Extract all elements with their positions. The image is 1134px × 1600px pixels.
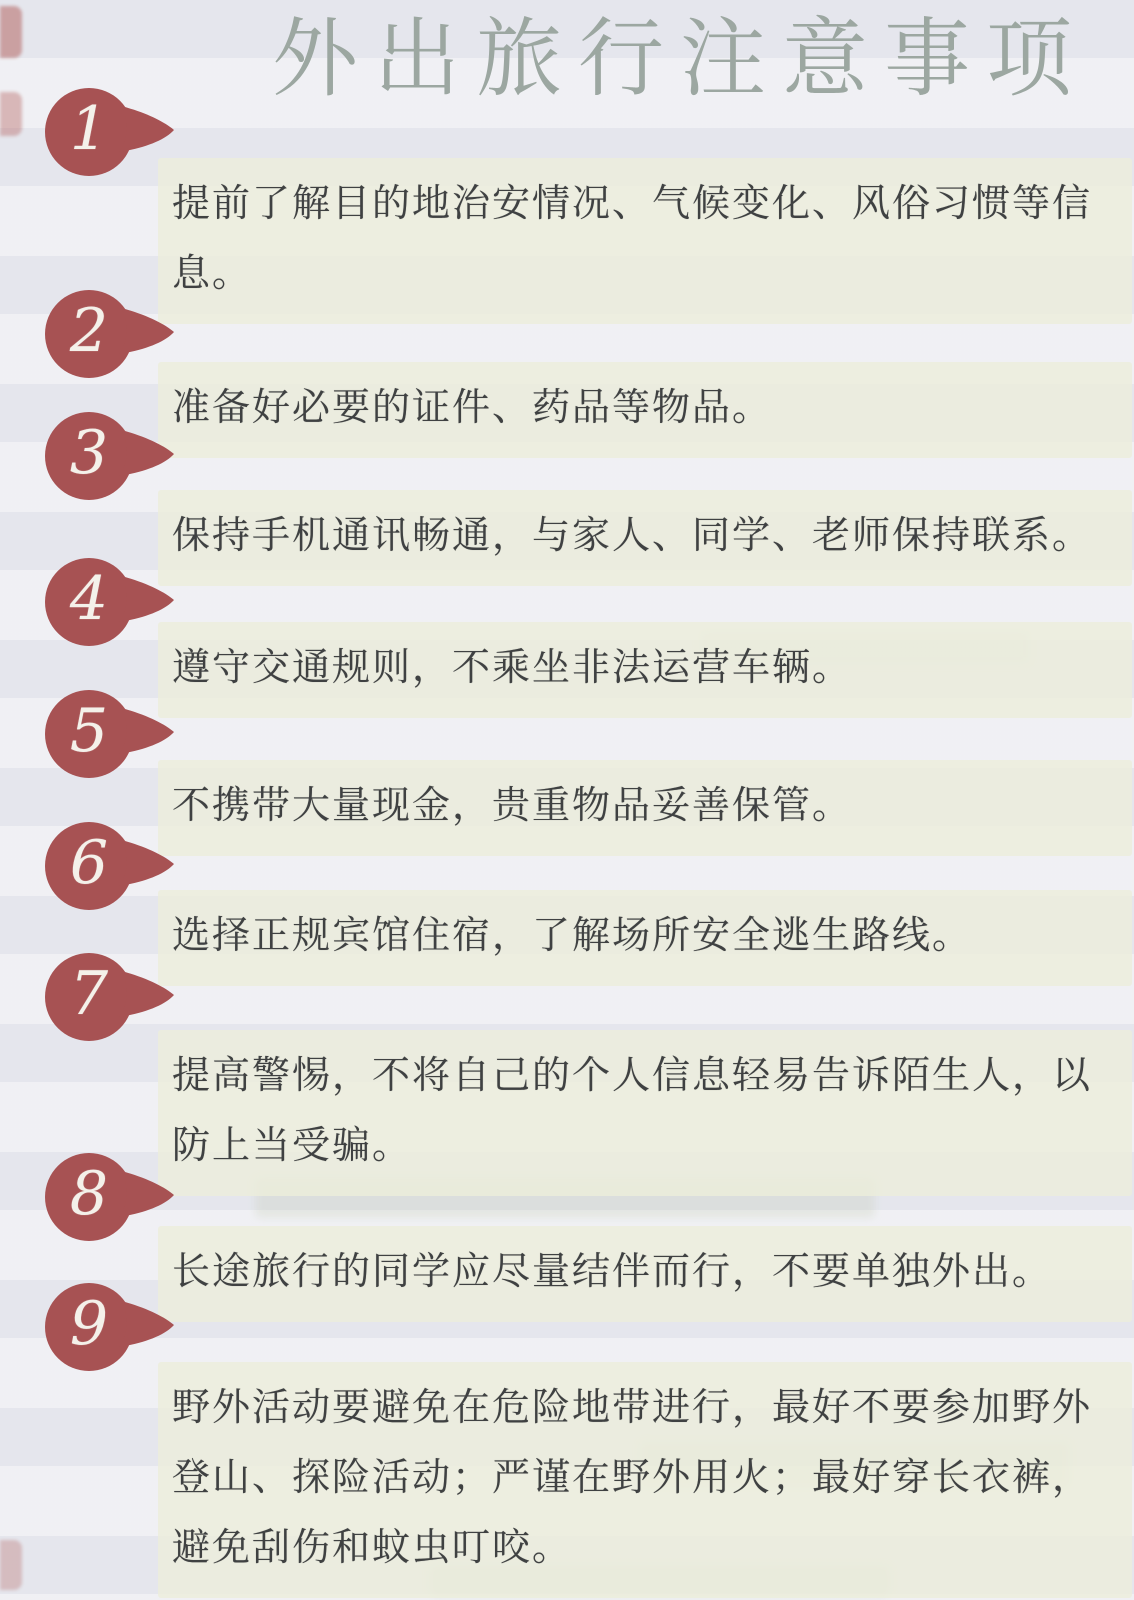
- page-title: 外出旅行注意事项: [272, 11, 1088, 107]
- item-text: 选择正规宾馆住宿，了解场所安全逃生路线。: [158, 890, 1132, 986]
- item-number: 3: [69, 418, 109, 488]
- item-text: 长途旅行的同学应尽量结伴而行，不要单独外出。: [158, 1226, 1132, 1322]
- number-badge: [45, 953, 177, 1041]
- item-text: 不携带大量现金，贵重物品妥善保管。: [158, 760, 1132, 856]
- item-text: 准备好必要的证件、药品等物品。: [158, 362, 1132, 458]
- item-number: 1: [69, 94, 109, 164]
- number-badge: [45, 412, 177, 500]
- item-number: 9: [69, 1289, 109, 1359]
- item-text: 提前了解目的地治安情况、气候变化、风俗习惯等信息。: [158, 158, 1132, 324]
- item-number: 4: [69, 564, 109, 634]
- page-edge-fragment: [0, 6, 22, 58]
- item-text: 野外活动要避免在危险地带进行，最好不要参加野外登山、探险活动；严谨在野外用火；最好穿长衣裤，避免刮伤和蚊虫叮咬。: [158, 1362, 1132, 1598]
- item-number: 6: [69, 828, 109, 898]
- item-number: 8: [69, 1159, 109, 1229]
- item-number: 2: [69, 296, 109, 366]
- item-number: 7: [69, 959, 109, 1029]
- page-edge-fragment: [0, 92, 22, 136]
- number-badge: [45, 1283, 177, 1371]
- item-text: 遵守交通规则，不乘坐非法运营车辆。: [158, 622, 1132, 718]
- item-text: 提高警惕，不将自己的个人信息轻易告诉陌生人，以防上当受骗。: [158, 1030, 1132, 1196]
- page-edge-fragment: [0, 1540, 22, 1590]
- item-number: 5: [69, 696, 109, 766]
- item-text: 保持手机通讯畅通，与家人、同学、老师保持联系。: [158, 490, 1132, 586]
